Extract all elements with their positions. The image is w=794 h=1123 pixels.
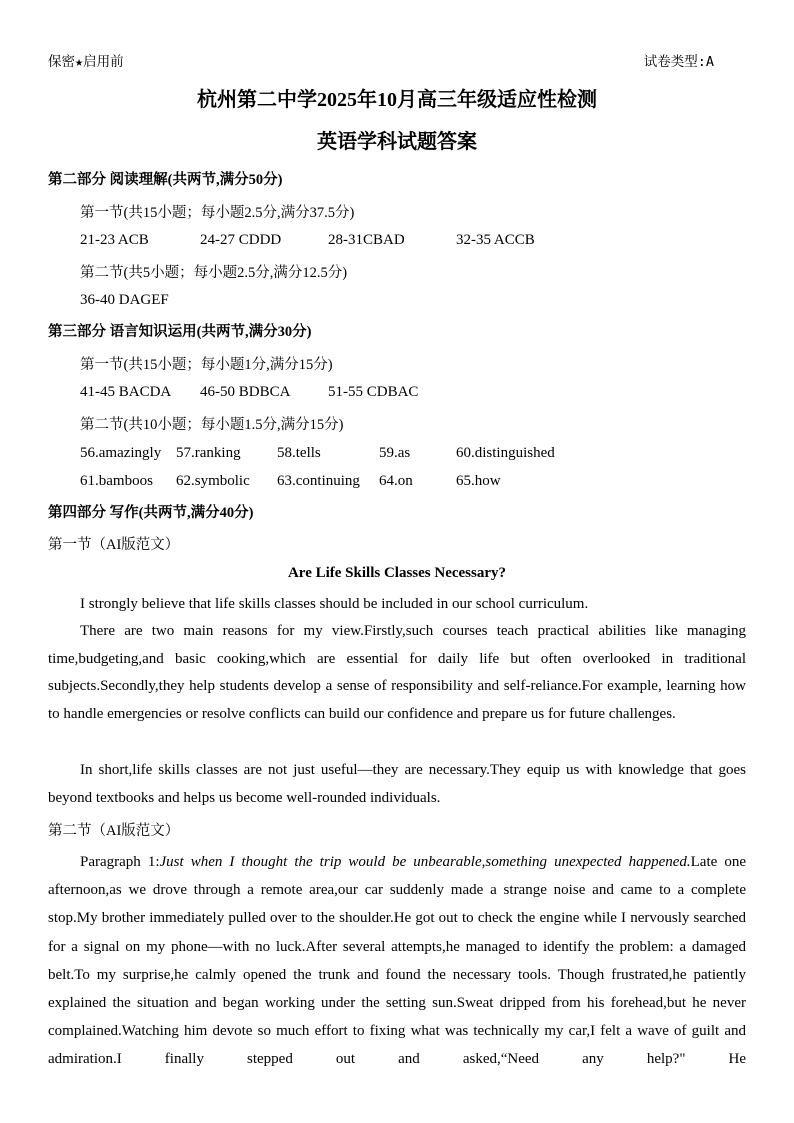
- answer-word: 58.tells: [277, 445, 321, 461]
- answer-word: 56.amazingly: [80, 445, 162, 461]
- answer-group: 46-50 BDBCA: [200, 384, 291, 400]
- essay-paragraph: I strongly believe that life skills classes should be included in our school curriculum.: [80, 596, 589, 612]
- answer-word: 61.bamboos: [80, 473, 153, 489]
- answer-word: 57.ranking: [176, 445, 241, 461]
- answer-word: 65.how: [456, 473, 501, 489]
- answer-word: 63.continuing: [277, 473, 360, 489]
- part4-section1-label: 第一节（AI版范文）: [48, 537, 180, 553]
- answer-word: 64.on: [379, 473, 413, 489]
- continuation-paragraph: [48, 848, 746, 1074]
- essay-paragraph: In short,life skills classes are not just useful—they are necessary.They equip us with knowledge that goes beyond textbooks and helps us become well-rounded individuals.: [48, 762, 746, 806]
- answer-word: 59.as: [379, 445, 411, 461]
- answer-group: 36-40 DAGEF: [80, 292, 169, 308]
- paper-type-label: 试卷类型:A: [643, 54, 714, 70]
- paragraph-label: Paragraph 1:: [80, 854, 160, 870]
- answer-group: 21-23 ACB: [80, 232, 149, 248]
- part2-section2-label: 第二节(共5小题；每小题2.5分,满分12.5分): [80, 265, 348, 281]
- part4-heading: 第四部分 写作(共两节,满分40分): [48, 505, 254, 521]
- part3-heading: 第三部分 语言知识运用(共两节,满分30分): [48, 324, 312, 340]
- answer-group: 32-35 ACCB: [456, 232, 535, 248]
- essay-title: Are Life Skills Classes Necessary?: [287, 565, 507, 581]
- answer-group: 24-27 CDDD: [200, 232, 282, 248]
- paragraph-body: Late one afternoon,as we drove through a remote area,our car suddenly made a strange noise and came to a complete stop.My brother immediately pulled over to the shoulder.He got out to check the engine while I nervously searched for a signal on my phone—with no luck.After several attempts,he managed to identify the problem: a damaged belt.To my surprise,he calmly opened the trunk and found the necessary tools. Though frustrated,he patiently explained the situation and began working under the setting sun.Sweat dripped from his forehead,but he never complained.Watching him devote so much effort to fixing what was technically my car,I felt a wave of guilt and admiration.I finally stepped out and asked,“Need any help?" He: [48, 854, 746, 1068]
- part2-section1-label: 第一节(共15小题；每小题2.5分,满分37.5分): [80, 205, 355, 221]
- confidential-label: 保密★启用前: [48, 54, 124, 70]
- part3-section1-label: 第一节(共15小题；每小题1分,满分15分): [80, 357, 333, 373]
- part4-section2-label: 第二节（AI版范文）: [48, 823, 180, 839]
- answer-word: 62.symbolic: [176, 473, 250, 489]
- essay-paragraph: There are two main reasons for my view.Firstly,such courses teach practical abilities like managing time,budgeting,and basic cooking,which are essential for daily life but often overlooked in traditional subjects.Secondly,they help students develop a sense of responsibility and self-reliance.For example, learning how to handle emergencies or resolve conflicts can build our confidence and prepare us for future challenges.: [48, 623, 746, 722]
- answer-group: 28-31CBAD: [328, 232, 405, 248]
- part3-section2-label: 第二节(共10小题；每小题1.5分,满分15分): [80, 417, 344, 433]
- answer-word: 60.distinguished: [456, 445, 555, 461]
- page-title: 杭州第二中学2025年10月高三年级适应性检测: [197, 89, 597, 111]
- given-sentence: Just when I thought the trip would be unbearable,something unexpected happened.: [159, 854, 691, 870]
- page-subtitle: 英语学科试题答案: [317, 131, 477, 153]
- part2-heading: 第二部分 阅读理解(共两节,满分50分): [48, 172, 283, 188]
- answer-group: 51-55 CDBAC: [328, 384, 419, 400]
- answer-group: 41-45 BACDA: [80, 384, 172, 400]
